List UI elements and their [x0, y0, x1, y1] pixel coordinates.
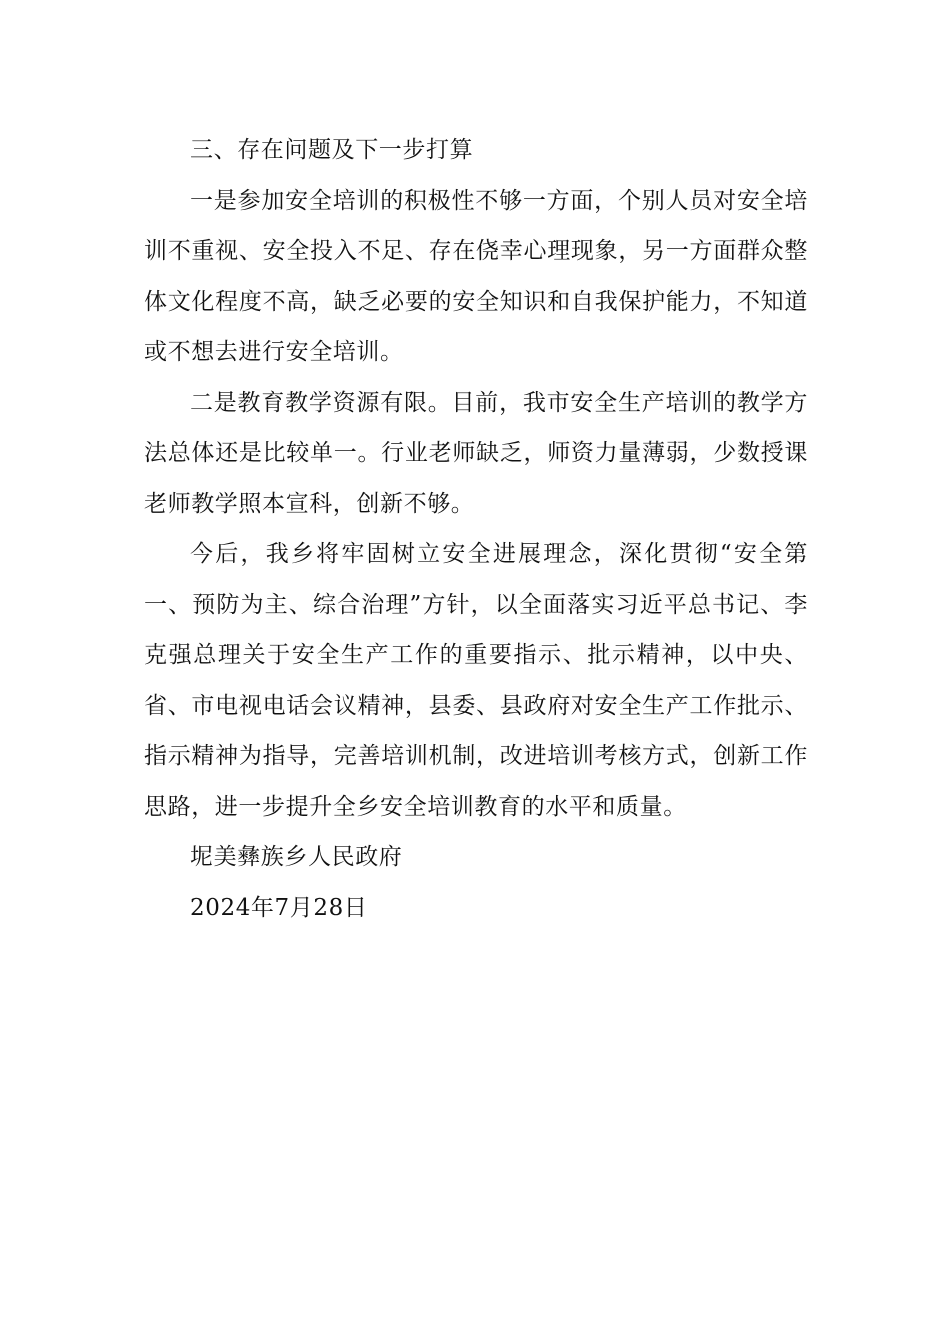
- signature-organization: 坭美彝族乡人民政府: [190, 844, 403, 870]
- document-body: [144, 125, 808, 933]
- section-heading: 三、存在问题及下一步打算: [190, 137, 474, 163]
- paragraph-problem-two: 二是教育教学资源有限。目前，我市安全生产培训的教学方法总体还是比较单一。行业老师缺乏，师资力量薄弱，少数授课老师教学照本宣科，创新不够。: [144, 389, 808, 517]
- paragraph-problem-one: 一是参加安全培训的积极性不够一方面，个别人员对安全培训不重视、安全投入不足、存在侥幸心理现象，另一方面群众整体文化程度不高，缺乏必要的安全知识和自我保护能力，不知道或不想去进行安全培训。: [144, 187, 808, 365]
- paragraph-future-plan: 今后，我乡将牢固树立安全进展理念，深化贯彻“安全第一、预防为主、综合治理”方针，以全面落实习近平总书记、李克强总理关于安全生产工作的重要指示、批示精神，以中央、省、市电视电话会议精神，县委、县政府对安全生产工作批示、指示精神为指导，完善培训机制，改进培训考核方式，创新工作思路，进一步提升全乡安全培训教育的水平和质量。: [144, 541, 808, 820]
- signature-date: 2024年7月28日: [190, 894, 368, 921]
